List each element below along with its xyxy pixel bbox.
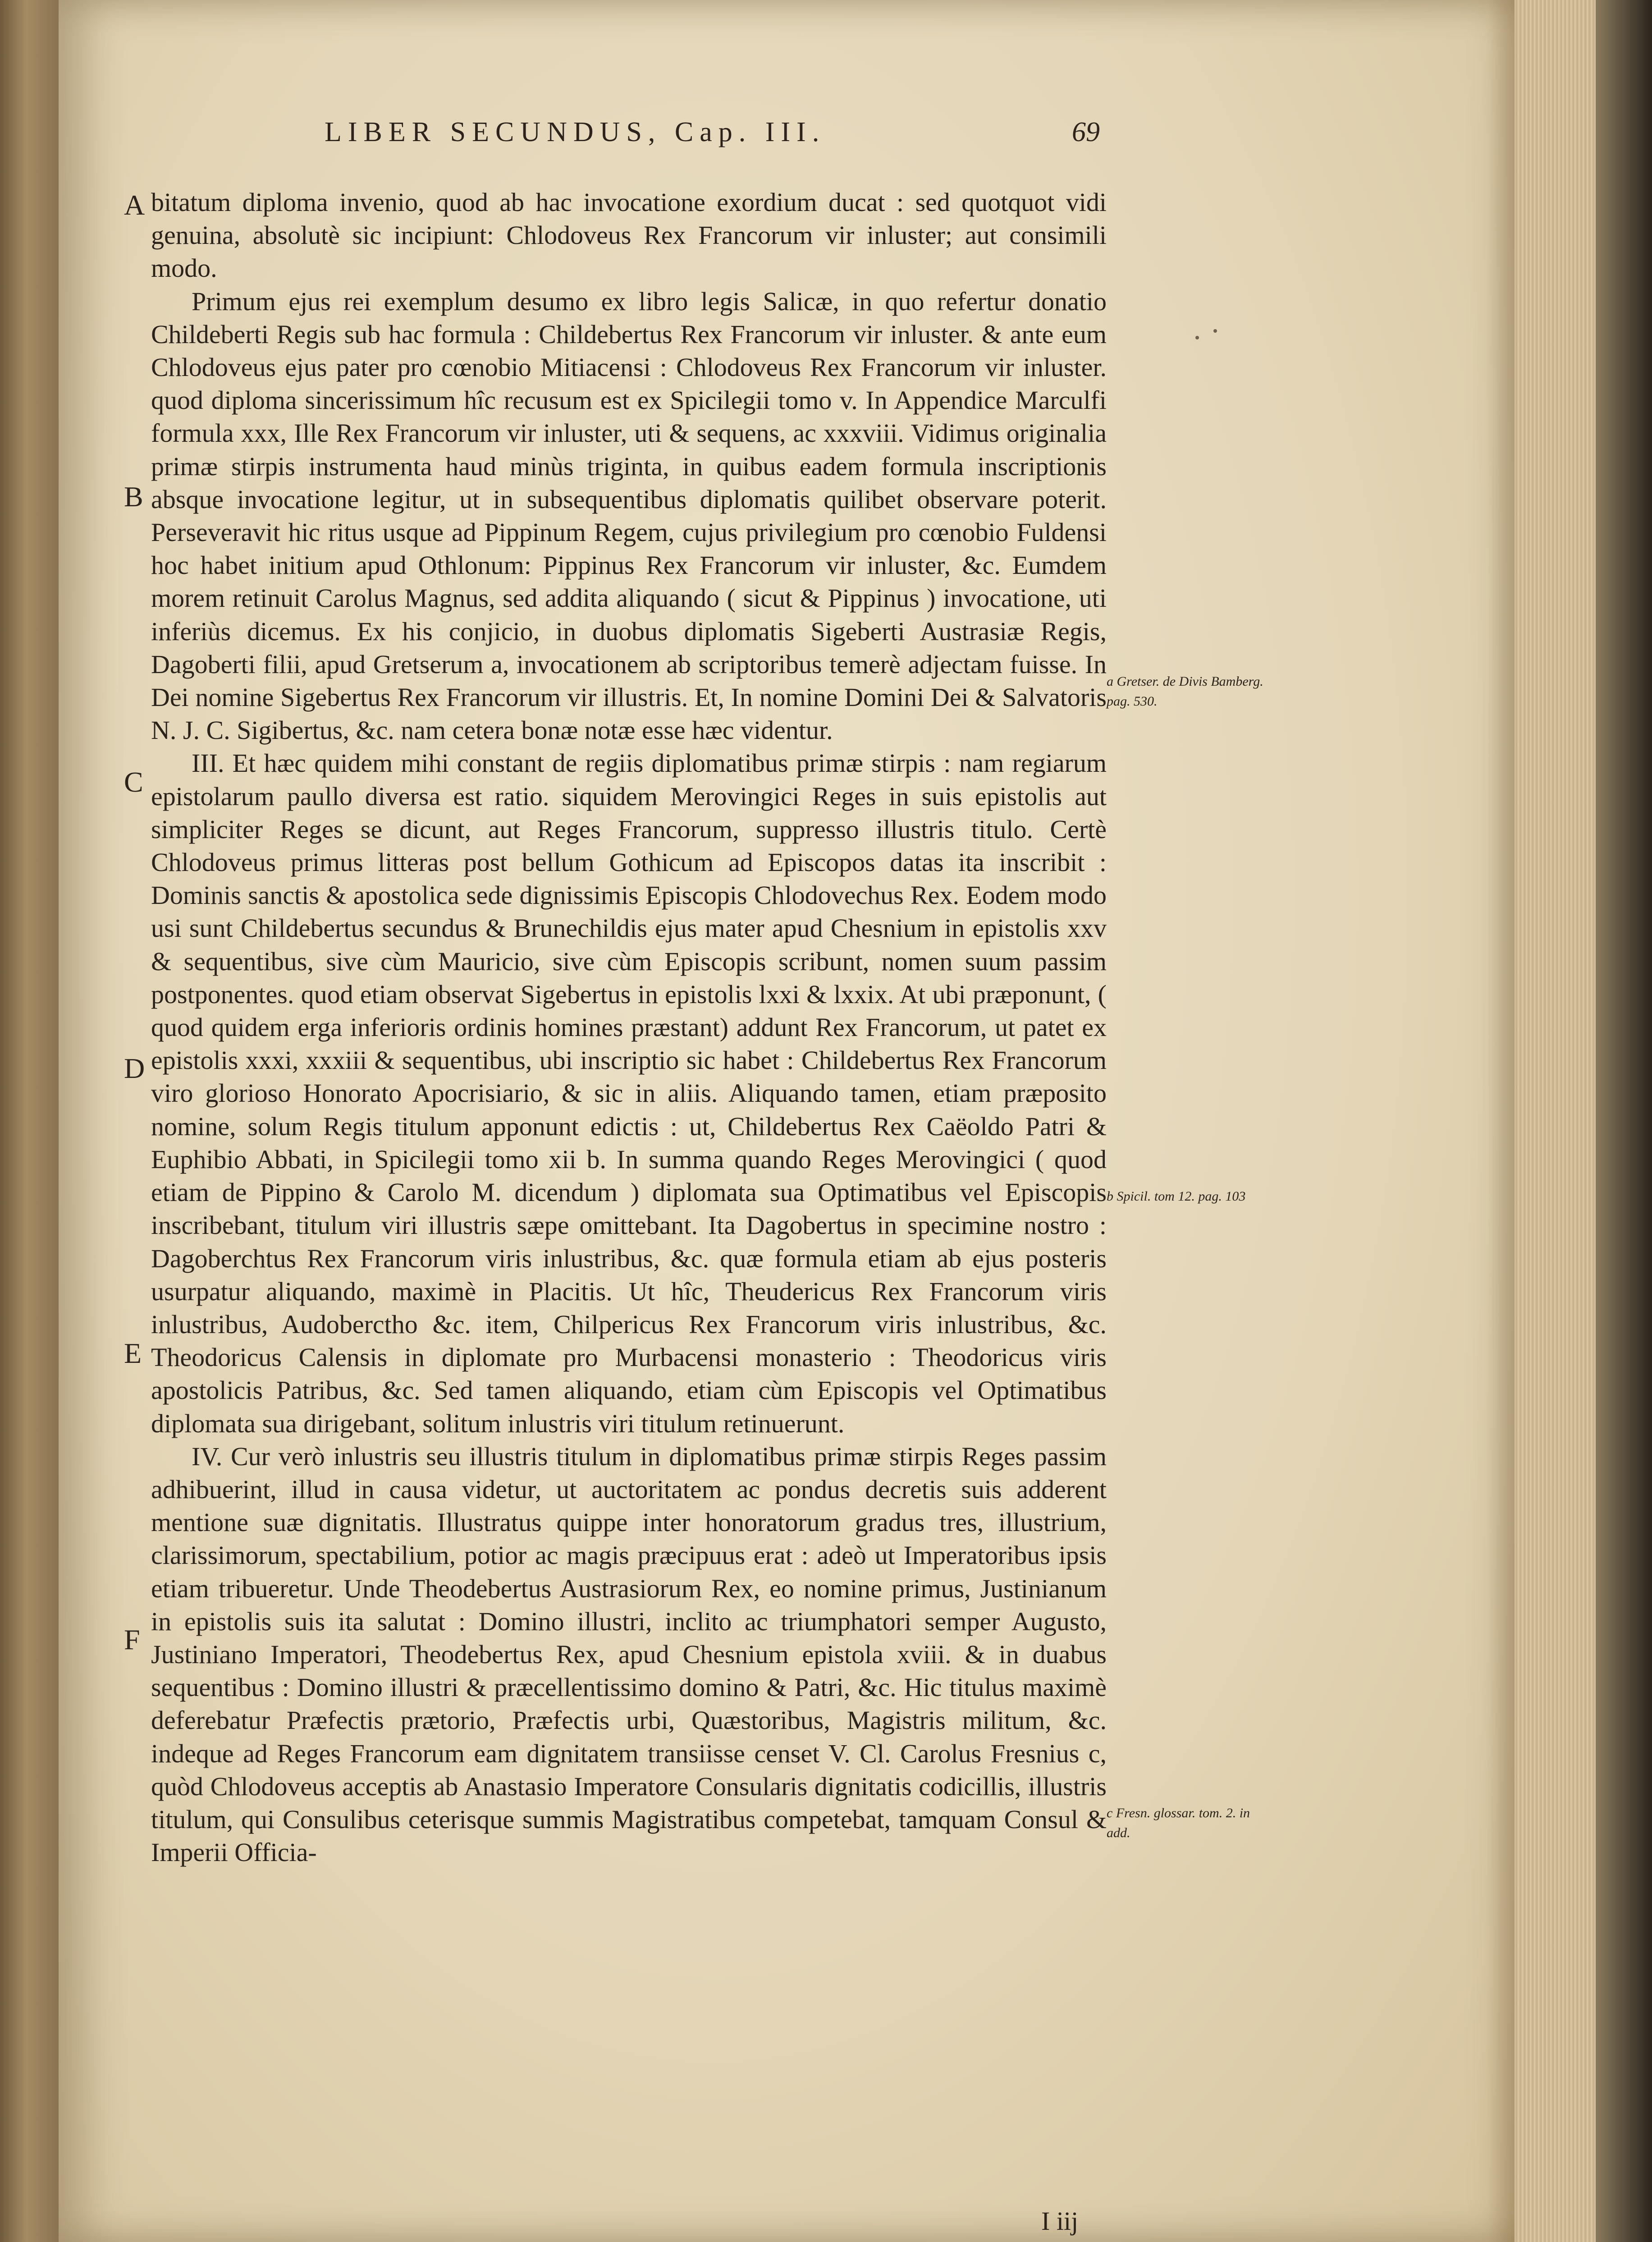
marginal-note-a: a Gretser. de Divis Bamberg. pag. 530.: [1107, 674, 1263, 709]
paragraph-3: III. Et hæc quidem mihi constant de regiis diplomatibus primæ stirpis : nam regiarum epistolarum paullo diversa est ratio. siquidem Merovingici Reges in suis epistolis aut simpliciter Reges se dicunt, aut Reges Francorum, suppresso illustris titulo. Certè Chlodoveus primus litteras post bellum Gothicum ad Episcopos datas ita inscribit : Dominis sanctis & apostolica sede dignissimis Episcopis Chlodovechus Rex. Eodem modo usi sunt Childebertus secundus & Brunechildis ejus mater apud Chesnium in epistolis xxv & sequentibus, sive cùm Mauricio, sive cùm Episcopis scribunt, nomen suum passim postponentes. quod etiam observat Sigebertus in epistolis lxxi & lxxix. At ubi præponunt, ( quod quidem erga inferioris ordinis homines præstant) addunt Rex Francorum, ut patet ex epistolis xxxi, xxxiii & sequentibus, ubi inscriptio sic habet : Childebertus Rex Francorum viro glorioso Honorato Apocrisiario, & sic in aliis. Aliquando tamen, etiam præposito nomine, solum Regis titulum apponunt edictis : ut, Childebertus Rex Caëoldo Patri & Euphibio Abbati, in Spicilegii tomo xii b. In summa quando Reges Merovingici ( quod etiam de Pippino & Carolo M. dicendum ) diplomata sua Optimatibus vel Episcopis inscribebant, titulum viri illustris sæpe omittebant. Ita Dagobertus in specimine nostro : Dagoberchtus Rex Francorum viris inlustribus, &c. quæ formula etiam ab ejus posteris usurpatur aliquando, maximè in Placitis. Ut hîc, Theudericus Rex Francorum viris inlustribus, Audoberctho &c. item, Chilpericus Rex Francorum viris inlustribus, &c. Theodoricus Calensis in diplomate pro Murbacensi monasterio : Theodoricus viris apostolicis Patribus, &c. Sed tamen aliquando, etiam cùm Episcopis vel Optimatibus diplomata sua dirigebant, solitum inlustris viri titulum retinuerunt.: [151, 748, 1107, 1438]
paragraph-1: bitatum diploma invenio, quod ab hac invocatione exordium ducat : sed quotquot vidi genuina, absolutè sic incipiunt: Chlodoveus Rex Francorum vir inluster; aut consimili modo.: [151, 188, 1107, 283]
running-head: [325, 116, 1100, 170]
margin-letter-e: E: [124, 1337, 142, 1369]
signature-mark: I iij: [1041, 2206, 1079, 2236]
page-block-edges: [1515, 0, 1652, 2242]
folio-number: 69: [1072, 117, 1100, 147]
ink-speck: [1195, 336, 1199, 339]
running-head-title: LIBER SECUNDUS, Cap. III.: [325, 117, 826, 147]
ink-speck: [1213, 329, 1217, 333]
margin-letter-f: F: [124, 1623, 140, 1655]
body-text: [151, 186, 1107, 1869]
paragraph-2: Primum ejus rei exemplum desumo ex libro legis Salicæ, in quo refertur donatio Childeberti Regis sub hac formula : Childebertus Rex Francorum vir inluster. & ante eum Chlodoveus ejus pater pro cœnobio Mitiacensi : Chlodoveus Rex Francorum vir inluster. quod diploma sincerissimum hîc recusum est ex Spicilegii tomo v. In Appendice Marculfi formula xxx, Ille Rex Francorum vir inluster, uti & sequens, ac xxxviii. Vidimus originalia primæ stirpis instrumenta haud minùs triginta, in quibus eadem formula inscriptionis absque invocatione legitur, ut in subsequentibus diplomatis quilibet observare poterit. Perseveravit hic ritus usque ad Pippinum Regem, cujus privilegium pro cœnobio Fuldensi hoc habet initium apud Othlonum: Pippinus Rex Francorum vir inluster, &c. Eumdem morem retinuit Carolus Magnus, sed addita aliquando ( sicut & Pippinus ) invocatione, uti inferiùs dicemus. Ex his conjicio, in duobus diplomatis Sigeberti Austrasiæ Regis, Dagoberti filii, apud Gretserum a, invocationem ab scriptoribus temerè adjectam fuisse. In Dei nomine Sigebertus Rex Francorum vir illustris. Et, In nomine Domini Dei & Salvatoris N. J. C. Sigibertus, &c. nam cetera bonæ notæ esse hæc videntur.: [151, 286, 1107, 745]
marginal-note-c: c Fresn. glossar. tom. 2. in add.: [1107, 1806, 1250, 1840]
margin-letter-b: B: [124, 481, 143, 513]
margin-letter-c: C: [124, 766, 143, 798]
previous-page-edge: [0, 0, 59, 2242]
marginal-note-b: b Spicil. tom 12. pag. 103: [1107, 1189, 1246, 1204]
margin-letter-d: D: [124, 1052, 145, 1084]
margin-letter-a: A: [124, 189, 145, 221]
paragraph-4: IV. Cur verò inlustris seu illustris titulum in diplomatibus primæ stirpis Reges passim adhibuerint, illud in causa videtur, ut auctoritatem ac pondus decretis suis adderent mentione suæ dignitatis. Illustratus quippe inter honoratorum gradus tres, illustrium, clarissimorum, spectabilium, potior ac magis præcipuus erat : adeò ut Imperatoribus ipsis etiam tribueretur. Unde Theodebertus Austrasiorum Rex, eo nomine primus, Justinianum in epistolis suis ita salutat : Domino illustri, inclito ac triumphatori semper Augusto, Justiniano Imperatori, Theodebertus Rex, apud Chesnium epistola xviii. & in duabus sequentibus : Domino illustri & præcellentissimo domino & Patri, &c. Hic titulus maximè deferebatur Præfectis prætorio, Præfectis urbi, Quæstoribus, Magistris militum, &c. indeque ad Reges Francorum eam dignitatem transiisse censet V. Cl. Carolus Fresnius c, quòd Chlodoveus acceptis ab Anastasio Imperatore Consularis dignitatis codicillis, illustris titulum, qui Consulibus ceterisque summis Magistratibus competebat, tamquam Consul & Imperii Officia-: [151, 1441, 1107, 1867]
